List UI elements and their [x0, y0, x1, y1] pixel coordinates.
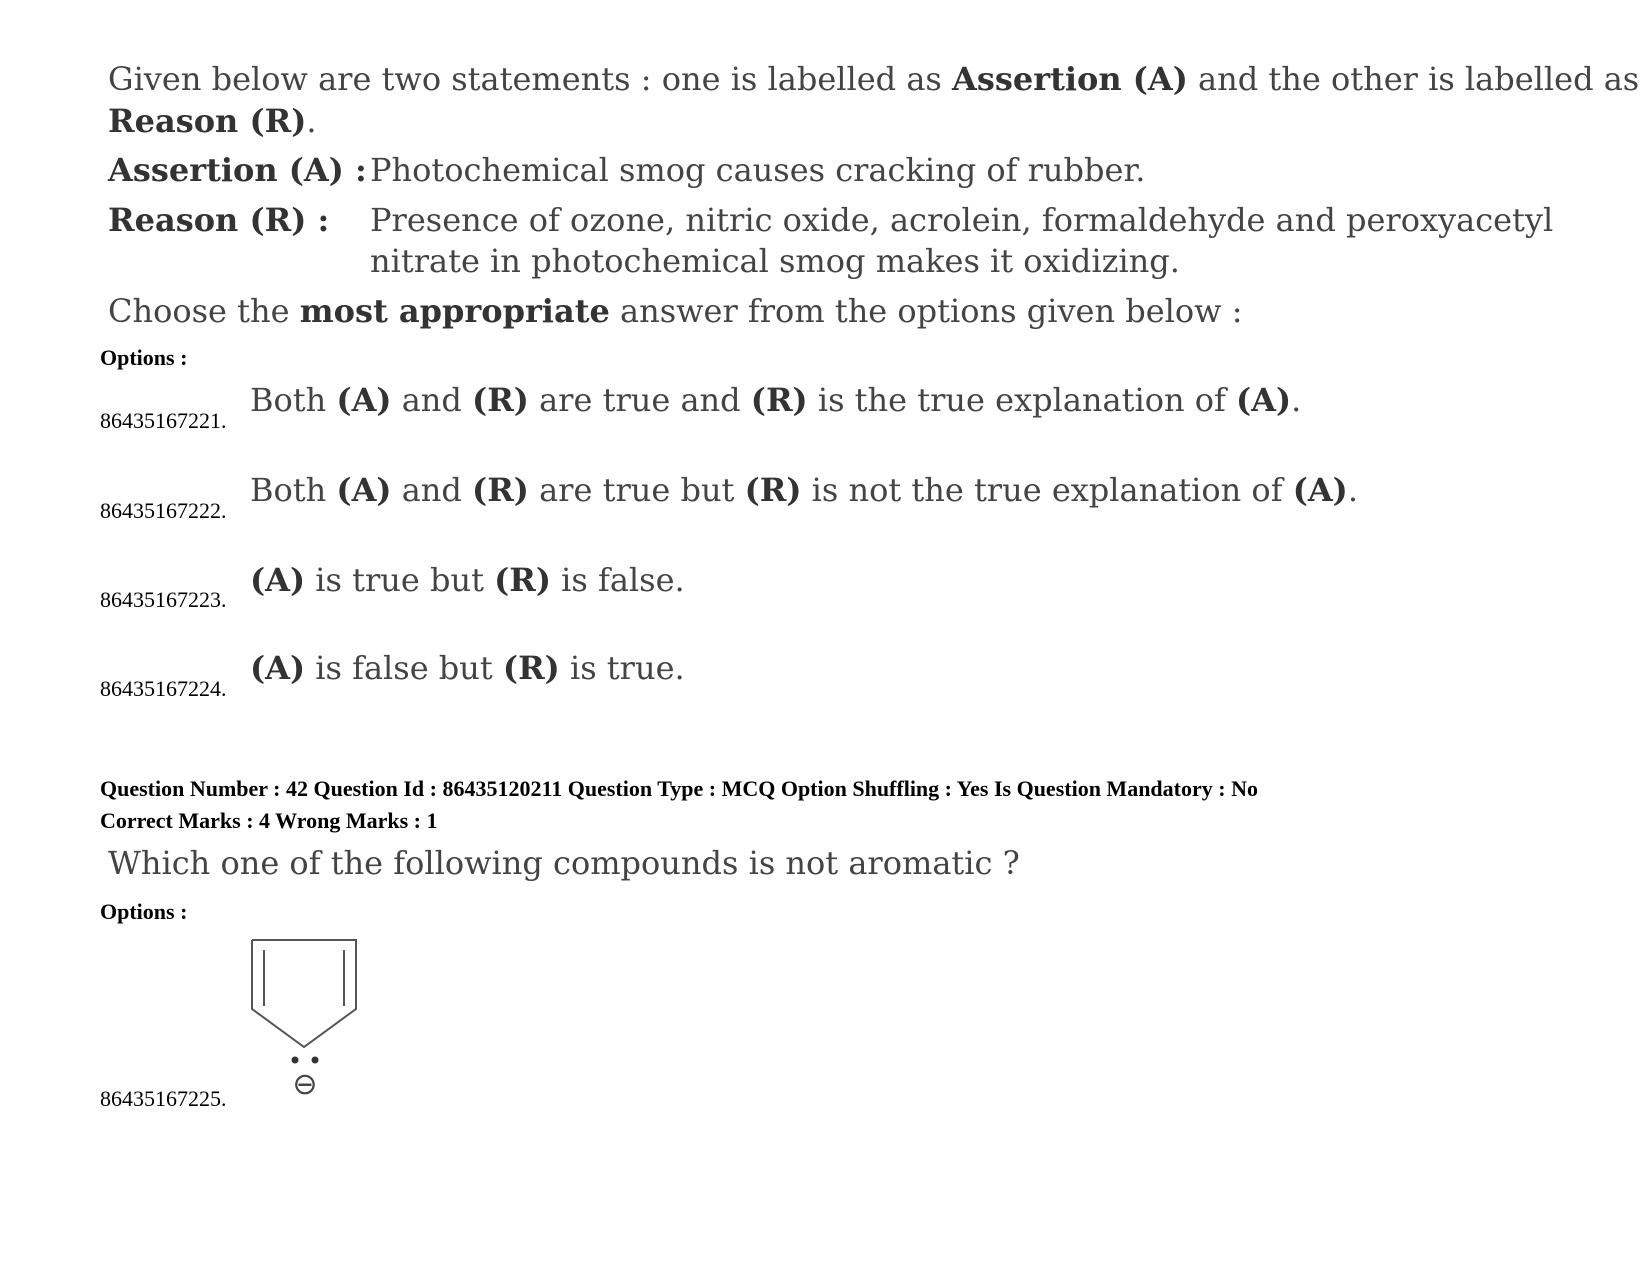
lone-pair-dot-left [292, 1057, 299, 1064]
reason-text-line1: Presence of ozone, nitric oxide, acrolein, formaldehyde and peroxyacetyl [370, 201, 1554, 239]
negative-charge-symbol: ⊖ [292, 1067, 318, 1102]
options-label: Options : [100, 345, 188, 370]
reason-text-line2: nitrate in photochemical smog makes it oxidizing. [370, 242, 1180, 280]
choose-instruction: Choose the most appropriate answer from the options given below : [108, 292, 1243, 330]
option-text[interactable]: (A) is true but (R) is false. [250, 561, 685, 599]
reason-label: Reason (R) : [108, 201, 330, 239]
option-id: 86435167221. [100, 408, 227, 433]
option-id: 86435167222. [100, 498, 227, 523]
options-label: Options : [100, 899, 188, 924]
option-text[interactable]: Both (A) and (R) are true but (R) is not the true explanation of (A). [250, 471, 1358, 509]
assertion-label: Assertion (A) : [108, 151, 367, 189]
question-intro-line1: Given below are two statements : one is labelled as Assertion (A) and the other is labelled as [108, 60, 1640, 98]
cyclopentadienyl-anion-structure[interactable] [240, 930, 370, 1105]
question-intro-line2: Reason (R). [108, 102, 317, 140]
option-id: 86435167223. [100, 587, 227, 612]
question-text: Which one of the following compounds is not aromatic ? [108, 844, 1020, 882]
lone-pair-dot-right [312, 1057, 319, 1064]
option-text[interactable]: (A) is false but (R) is true. [250, 649, 685, 687]
option-id: 86435167225. [100, 1086, 227, 1111]
option-text[interactable]: Both (A) and (R) are true and (R) is the true explanation of (A). [250, 381, 1302, 419]
option-id: 86435167224. [100, 676, 227, 701]
assertion-text: Photochemical smog causes cracking of rubber. [370, 151, 1146, 189]
ring-bonds [252, 940, 356, 1047]
question-meta-line2: Correct Marks : 4 Wrong Marks : 1 [100, 808, 438, 833]
question-meta-line1: Question Number : 42 Question Id : 86435120211 Question Type : MCQ Option Shuffling : Yes Is Question Mandatory : No [100, 776, 1258, 801]
